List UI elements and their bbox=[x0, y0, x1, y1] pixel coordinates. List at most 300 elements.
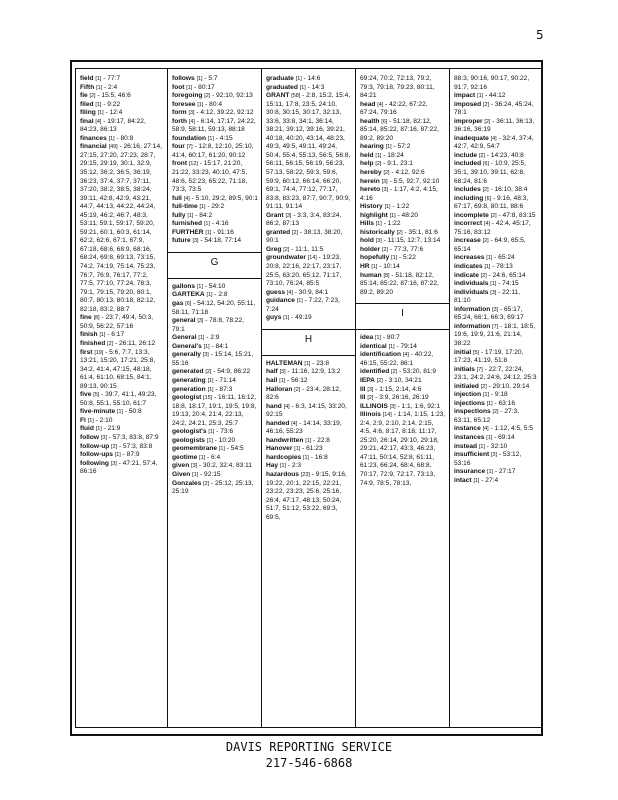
index-entry bbox=[360, 118, 446, 144]
occurrence-count: [1] bbox=[482, 392, 489, 399]
occurrence-count: [2] bbox=[294, 386, 301, 393]
index-entry bbox=[80, 92, 164, 101]
page-line-refs: - 2:9 bbox=[206, 334, 220, 342]
index-word: identification bbox=[360, 351, 402, 359]
index-entry bbox=[360, 237, 446, 246]
page-line-refs: - 23:4, 28:12, 82:6 bbox=[266, 385, 341, 402]
index-entry bbox=[360, 203, 446, 212]
index-word: Grant bbox=[266, 211, 284, 219]
index-entry bbox=[454, 289, 538, 306]
index-entry bbox=[266, 75, 352, 84]
index-entry bbox=[454, 118, 538, 135]
index-word: hazardous bbox=[266, 470, 299, 478]
index-word: finished bbox=[80, 339, 106, 347]
index-entry bbox=[454, 186, 538, 195]
occurrence-count: [1] bbox=[296, 298, 303, 305]
page-line-refs: - 30:9, 84:1 bbox=[294, 288, 329, 296]
page-line-refs: - 29:2 bbox=[207, 203, 225, 211]
index-word: final bbox=[80, 117, 94, 125]
page-line-refs: - 12:4 bbox=[105, 109, 123, 117]
page-line-refs: 88:3, 90:16, 90:17, 90:22, 91:7, 92:16 bbox=[454, 75, 530, 91]
page-line-refs: - 1:17, 4:2, 4:15, 4:16 bbox=[360, 186, 438, 202]
index-entry bbox=[266, 297, 352, 314]
index-word: holder bbox=[360, 245, 381, 253]
index-entry bbox=[172, 212, 258, 221]
page-line-refs: - 23:8 bbox=[312, 359, 330, 367]
occurrence-count: [3] bbox=[389, 403, 396, 410]
index-entry bbox=[454, 366, 538, 383]
index-entry bbox=[172, 368, 258, 377]
occurrence-count: [3] bbox=[279, 369, 286, 376]
occurrence-count: [2] bbox=[205, 369, 212, 376]
page-line-refs: - 26:16, 27:14, 27:15, 27:20, 27:23, 28:7, 29:15, 29:19, 30:1, 32:9, 35:12, 36:2, 36:5, 36:19, 36:23, 37:4, 37:7, 37:11, 37:20, 38:2, 38:5, 38:24, 39:11, 42:8, 42:9, 43:21, 44:7, 44:13, 44:22, 44:24, 45:19, 46:2, 46:7, 48:3, 53:11, 59:1, 59:17, 59:20, 59:21, 60:1, 60:3, 61:14, 62:2, 62:6, 67:1, 67:9, 67:18, 68:6, 68:9, 68:16, 68:24, 69:8, 69:13, 73:15, 74:2, 74:19, 75:14, 75:23, 76:7, 76:9, 76:17, 77:2, 77:5, 77:10, 77:24, 78:3, 79:1, 79:15, 79:20, 80:1, 80:7, 80:13, 80:18, 82:12, 82:18, 83:2, 88:7 bbox=[80, 143, 162, 313]
index-word: furnished bbox=[172, 220, 203, 228]
index-entry bbox=[454, 195, 538, 212]
index-entry bbox=[266, 84, 352, 93]
index-word: graduated bbox=[266, 83, 298, 91]
index-word: idea bbox=[360, 334, 374, 342]
index-entry bbox=[172, 203, 258, 212]
occurrence-count: [1] bbox=[283, 315, 290, 322]
index-entry bbox=[80, 408, 164, 417]
page-line-refs: - 4:12, 39:22, 92:12 bbox=[196, 109, 254, 117]
page-line-refs: - 10:14 bbox=[379, 263, 400, 271]
occurrence-count: [2] bbox=[482, 238, 489, 245]
index-word: finances bbox=[80, 134, 107, 142]
occurrence-count: [1] bbox=[196, 283, 203, 290]
index-word: General bbox=[172, 334, 197, 342]
page-line-refs: - 27:17 bbox=[494, 468, 516, 476]
index-word: geotime bbox=[172, 453, 198, 461]
index-column bbox=[261, 68, 356, 728]
occurrence-count: [1] bbox=[487, 469, 493, 476]
index-word: hold bbox=[360, 237, 374, 245]
page-line-refs: - 9:16, 48:3, 67:17, 69:8, 80:11, 88:6 bbox=[454, 194, 529, 211]
index-entry bbox=[266, 254, 352, 288]
page-line-refs: - 44:12 bbox=[484, 92, 506, 100]
index-entry bbox=[360, 368, 446, 377]
page-line-refs: - 3:9, 26:16, 26:19 bbox=[375, 394, 429, 402]
occurrence-count: [7] bbox=[476, 366, 483, 373]
index-word: included bbox=[454, 160, 482, 168]
index-word: first bbox=[80, 348, 93, 356]
index-entry bbox=[80, 109, 164, 118]
occurrence-count: [1] bbox=[375, 152, 382, 159]
page-line-refs: - 15:14, 15:21, 55:16 bbox=[172, 351, 254, 367]
index-entry bbox=[454, 400, 538, 409]
index-entry bbox=[454, 451, 538, 468]
index-entry bbox=[80, 340, 164, 349]
page-line-refs: - 4:12, 92:6 bbox=[391, 169, 425, 177]
occurrence-count: [2] bbox=[283, 246, 290, 253]
index-entry bbox=[454, 92, 538, 101]
index-word: Ill bbox=[360, 385, 366, 393]
index-word: generating bbox=[172, 376, 206, 384]
occurrence-count: [3] bbox=[367, 386, 374, 393]
page-number: 5 bbox=[536, 28, 544, 42]
page-line-refs: - 5:6, 7:7, 13:3, 13:21, 15:20, 17:21, 25:8, 34:2, 41:4, 47:15, 48:18, 61:4, 61:10, 68:15, 84:1, 89:13, 90:15 bbox=[80, 348, 156, 390]
index-entry bbox=[360, 254, 446, 263]
occurrence-count: [12] bbox=[188, 161, 198, 168]
index-entry bbox=[172, 92, 258, 101]
occurrence-count: [1] bbox=[114, 452, 121, 459]
occurrence-count: [2] bbox=[292, 229, 299, 236]
index-entry bbox=[80, 314, 164, 331]
index-entry bbox=[172, 437, 258, 446]
index-entry bbox=[454, 135, 538, 152]
page-line-refs: - 1:14, 1:15, 1:23, 2:4, 2:9, 2:10, 2:14, 2:15, 4:5, 4:6, 8:17, 8:18, 11:17, 25:20, 26:14, 29:10, 29:18, 29:21, 42:17, 43:3, 46:23, 47:11, 50:14, 52:8, 61:11, 61:23, 66:24, 68:4, 68:8, 70:17, 72:9, 72:17, 73:13, 74:9, 78:5, 78:13, bbox=[360, 411, 446, 487]
page-line-refs: - 27:3, 63:11, 65:12 bbox=[454, 408, 520, 424]
index-word: following bbox=[80, 459, 109, 467]
page-line-refs: - 18:1, 18:5, 19:6, 19:9, 21:6, 21:14, 38:22 bbox=[454, 322, 536, 347]
occurrence-count: [1] bbox=[205, 229, 212, 236]
index-entry bbox=[454, 408, 538, 425]
index-word: follow-ups bbox=[80, 451, 113, 459]
index-word: IEPA bbox=[360, 376, 375, 384]
index-word: hand bbox=[266, 402, 282, 410]
page-line-refs: - 61:23 bbox=[302, 445, 323, 453]
section-letter-heading: H bbox=[262, 329, 355, 356]
page-line-refs: - 19:23, 20:8, 22:16, 22:17, 23:17, 25:5, 63:20, 65:12, 71:17, 73:10, 76:24, 85:5 bbox=[266, 254, 342, 288]
page-line-refs: - 12:8, 12:10, 25:10, 41:4, 60:17, 61:20, 90:12 bbox=[172, 143, 254, 159]
page-line-refs: - 51:18, 82:12, 85:14, 85:22, 87:16, 87:22, 89:2, 89:20 bbox=[360, 271, 439, 296]
page-line-refs: - 6:4 bbox=[206, 453, 221, 461]
page-line-refs: - 22:11, 81:10 bbox=[454, 288, 521, 305]
index-entry bbox=[360, 351, 446, 368]
index-entry bbox=[454, 152, 538, 161]
index-entry bbox=[266, 454, 352, 463]
occurrence-count: [1] bbox=[388, 343, 395, 350]
occurrence-count: [19] bbox=[94, 349, 104, 356]
page-line-refs: - 5:22 bbox=[399, 254, 416, 262]
index-entry bbox=[454, 75, 538, 92]
index-entry bbox=[80, 425, 164, 434]
index-word: incorrect bbox=[454, 220, 483, 228]
page-line-refs: - 92:10, 92:13 bbox=[212, 92, 253, 100]
index-entry bbox=[454, 391, 538, 400]
occurrence-count: [1] bbox=[303, 454, 310, 461]
page-line-refs: - 53:12, 53:16 bbox=[454, 451, 522, 467]
page-line-refs: - 9:22 bbox=[103, 100, 121, 108]
index-entry bbox=[360, 212, 446, 221]
index-word: individuals bbox=[454, 288, 489, 296]
index-entry bbox=[454, 323, 538, 349]
index-word: instead bbox=[454, 442, 478, 450]
occurrence-count: [1] bbox=[473, 477, 480, 484]
occurrence-count: [1] bbox=[199, 454, 206, 461]
index-word: increases bbox=[454, 254, 485, 262]
index-word: hardcopies bbox=[266, 453, 302, 461]
index-word: handwritten bbox=[266, 436, 304, 444]
page-line-refs: - 15:17, 21:20, 21:22, 33:23, 40:10, 47:5, 48:6, 52:23, 65:22, 71:18, 73:3, 73:5 bbox=[172, 160, 248, 194]
page-line-refs: - 92:15 bbox=[200, 470, 221, 478]
index-entry bbox=[172, 101, 258, 110]
index-entry bbox=[360, 334, 446, 343]
index-entry bbox=[454, 383, 538, 392]
page-line-refs: - 51:18, 82:12, 85:14, 85:22, 87:16, 87:22, 89:2, 89:20 bbox=[360, 117, 439, 142]
index-entry bbox=[172, 220, 258, 229]
index-word: identified bbox=[360, 368, 390, 376]
index-entry bbox=[360, 143, 446, 152]
occurrence-count: [3] bbox=[492, 306, 499, 313]
index-word: follows bbox=[172, 75, 195, 82]
page-line-refs: - 1:12, 4:5, 5:5 bbox=[490, 425, 533, 433]
occurrence-count: [2] bbox=[382, 246, 388, 253]
index-word: initialed bbox=[454, 382, 479, 390]
index-word: foresee bbox=[172, 100, 196, 108]
occurrence-count: [23] bbox=[300, 471, 310, 478]
page-line-refs: - 10:20 bbox=[214, 436, 236, 444]
index-entry bbox=[172, 445, 258, 454]
index-entry bbox=[266, 229, 352, 246]
occurrence-count: [1] bbox=[196, 76, 203, 82]
index-word: Fl bbox=[80, 416, 86, 424]
page-line-refs: - 2:8, 15:2, 15:4, 15:11, 17:8, 23:5, 24:10, 30:8, 30:15, 30:17, 32:13, 33:6, 33:8, 34:1, 36:14, 38:21, 39:12, 39:16, 39:21, 40:18, 40:20, 43:14, 48:23, 49:3, 49:5, 49:11, 49:24, 50:4, 55:4, 55:13, 56:5, 56:8, 56:11, 56:15, 56:19, 56:23, 57:13, 58:22, 59:3, 59:6, 59:9, 60:12, 66:14, 66:20, 69:1, 74:4, 77:12, 77:17, 83:8, 83:23, 87:7, 90:7, 90:9, 91:11, 91:14 bbox=[266, 92, 351, 211]
index-entry bbox=[266, 212, 352, 229]
index-entry bbox=[360, 160, 446, 169]
occurrence-count: [4] bbox=[183, 195, 190, 202]
index-word: graduate bbox=[266, 75, 294, 82]
occurrence-count: [3] bbox=[285, 212, 292, 219]
index-entry bbox=[172, 75, 258, 84]
occurrence-count: [1] bbox=[117, 409, 124, 416]
page-line-refs: - 2:4 bbox=[103, 83, 118, 91]
index-entry bbox=[454, 160, 538, 186]
index-word: gas bbox=[172, 300, 184, 308]
index-entry bbox=[360, 101, 446, 118]
page-line-refs: - 80:8 bbox=[116, 134, 134, 142]
index-word: instances bbox=[454, 433, 485, 441]
occurrence-count: [7] bbox=[186, 144, 193, 151]
occurrence-count: [4] bbox=[95, 118, 102, 125]
index-word: impact bbox=[454, 92, 476, 100]
index-entry bbox=[172, 291, 258, 300]
index-entry bbox=[360, 169, 446, 178]
index-word: half bbox=[266, 368, 278, 376]
occurrence-count: [4] bbox=[484, 221, 491, 228]
index-entry bbox=[454, 212, 538, 221]
occurrence-count: [1] bbox=[389, 212, 396, 219]
occurrence-count: [1] bbox=[95, 101, 102, 108]
page-line-refs: - 9:18 bbox=[490, 391, 508, 399]
page-line-refs: - 9:15, 9:16, 19:22, 20:1, 22:15, 22:21, 23:22, 23:23, 25:6, 25:16, 26:4, 47:17, 48:13, 50:24, 51:7, 51:12, 53:22, 69:3, 69:5, bbox=[266, 470, 347, 521]
occurrence-count: [2] bbox=[203, 480, 210, 487]
page-line-refs: - 22:8 bbox=[313, 436, 330, 444]
index-entry bbox=[266, 420, 352, 437]
index-entry bbox=[80, 391, 164, 408]
occurrence-count: [1] bbox=[207, 135, 214, 142]
page-line-refs: - 36:24, 45:24, 78:1 bbox=[454, 100, 534, 117]
index-word: guidance bbox=[266, 297, 295, 305]
index-word: Greg bbox=[266, 245, 282, 253]
page-line-refs: - 23:7, 49:4, 50:3, 50:9, 56:22, 57:16 bbox=[80, 314, 154, 330]
index-entry bbox=[172, 109, 258, 118]
occurrence-count: [15] bbox=[203, 395, 213, 402]
occurrence-count: [2] bbox=[396, 229, 403, 236]
page-line-refs: - 14:3 bbox=[307, 83, 325, 91]
index-word: geologists bbox=[172, 436, 205, 444]
occurrence-count: [1] bbox=[187, 212, 194, 219]
index-entry bbox=[266, 377, 352, 386]
page-line-refs: - 54:5 bbox=[226, 445, 244, 453]
index-entry bbox=[80, 118, 164, 135]
occurrence-count: [2] bbox=[482, 101, 489, 108]
index-word: indicates bbox=[454, 263, 483, 271]
index-column bbox=[449, 68, 542, 728]
page-line-refs: - 40:22, 46:15, 55:22, 86:1 bbox=[360, 351, 434, 367]
page-line-refs: - 21:9 bbox=[103, 425, 121, 433]
page-line-refs: - 32:4, 37:4, 42:7, 42:9, 54:7 bbox=[454, 134, 534, 151]
page-line-refs: - 50:8 bbox=[124, 408, 142, 416]
occurrence-count: [8] bbox=[383, 272, 390, 279]
occurrence-count: [4] bbox=[490, 135, 497, 142]
index-word: improper bbox=[454, 117, 483, 125]
page-line-refs: - 16:8 bbox=[310, 453, 328, 461]
occurrence-count: [2] bbox=[482, 187, 489, 194]
occurrence-count: [1] bbox=[279, 463, 286, 470]
page-line-refs: - 42:4, 45:17, 75:16, 83:12 bbox=[454, 220, 531, 236]
index-word: hereby bbox=[360, 169, 382, 177]
index-word: Given bbox=[172, 470, 191, 478]
occurrence-count: [5] bbox=[93, 392, 100, 399]
index-entry bbox=[80, 434, 164, 443]
index-word: Hay bbox=[266, 462, 279, 470]
occurrence-count: [1] bbox=[385, 144, 392, 151]
index-entry bbox=[454, 425, 538, 434]
index-word: generation bbox=[172, 385, 206, 393]
occurrence-count: [1] bbox=[198, 335, 205, 342]
page-line-refs: - 54:10 bbox=[204, 282, 226, 290]
occurrence-count: [3] bbox=[382, 187, 388, 194]
index-word: highlight bbox=[360, 211, 388, 219]
index-word: historically bbox=[360, 228, 395, 236]
index-word: five bbox=[80, 391, 92, 399]
index-entry bbox=[454, 254, 538, 263]
page-line-refs: - 16:10, 38:4 bbox=[490, 186, 528, 194]
occurrence-count: [2] bbox=[89, 93, 96, 100]
index-entry bbox=[360, 178, 446, 187]
index-word: Hanover bbox=[266, 445, 293, 453]
page-line-refs: - 14:6 bbox=[303, 75, 321, 82]
index-word: foregoing bbox=[172, 92, 203, 100]
page-line-refs: - 15:5, 46:6 bbox=[97, 92, 131, 100]
index-entry bbox=[266, 403, 352, 420]
index-entry bbox=[454, 349, 538, 366]
occurrence-count: [4] bbox=[482, 426, 489, 433]
occurrence-count: [1] bbox=[206, 292, 213, 299]
page-line-refs: - 65:24 bbox=[494, 254, 515, 262]
index-entry bbox=[80, 75, 164, 84]
page-line-refs: - 91:16 bbox=[213, 228, 234, 236]
index-entry bbox=[172, 394, 258, 428]
page-line-refs: - 27:4 bbox=[481, 476, 499, 484]
index-entry bbox=[454, 280, 538, 289]
index-word: increase bbox=[454, 237, 481, 245]
page-line-refs: - 4:16 bbox=[211, 220, 229, 228]
index-entry bbox=[172, 428, 258, 437]
index-entry bbox=[360, 411, 446, 488]
page-line-refs: - 24:6, 65:14 bbox=[488, 271, 526, 279]
index-word: field bbox=[80, 75, 94, 82]
occurrence-count: [6] bbox=[185, 301, 192, 308]
occurrence-count: [1] bbox=[95, 426, 102, 433]
index-word: help bbox=[360, 160, 374, 168]
index-entry bbox=[172, 454, 258, 463]
occurrence-count: [2] bbox=[204, 93, 211, 100]
index-word: instance bbox=[454, 425, 481, 433]
occurrence-count: [1] bbox=[478, 443, 485, 450]
index-entry bbox=[172, 480, 258, 497]
occurrence-count: [3] bbox=[490, 289, 497, 296]
occurrence-count: [3] bbox=[188, 110, 195, 117]
page-line-refs: - 54:12, 54:20, 55:11, 58:11, 71:18 bbox=[172, 300, 256, 316]
index-word: geologist bbox=[172, 394, 202, 402]
index-entry bbox=[80, 135, 164, 144]
index-entry bbox=[360, 186, 446, 203]
index-word: head bbox=[360, 100, 376, 108]
occurrence-count: [1] bbox=[192, 471, 199, 478]
index-entry bbox=[172, 343, 258, 352]
page-line-refs: - 35:1, 81:6 bbox=[404, 228, 438, 236]
index-word: forth bbox=[172, 117, 188, 125]
index-word: fully bbox=[172, 211, 186, 219]
index-entry bbox=[360, 246, 446, 255]
page-line-refs: - 29:10, 29:14 bbox=[488, 382, 530, 390]
page-line-refs: - 87:9 bbox=[122, 451, 140, 459]
page-line-refs: - 5:10, 29:2, 89:5, 90:1 bbox=[191, 194, 258, 202]
page-line-refs: - 17:19, 17:20, 17:23, 41:19, 51:8 bbox=[454, 348, 524, 365]
index-word: Ill bbox=[360, 394, 366, 402]
occurrence-count: [2] bbox=[484, 118, 491, 125]
page-line-refs: - 11:15, 12:7, 13:14 bbox=[383, 237, 441, 245]
index-word: herein bbox=[360, 177, 380, 185]
page-line-refs: - 14:23, 40:8 bbox=[486, 151, 524, 159]
page-line-refs: - 63:16 bbox=[494, 399, 515, 407]
page-line-refs: - 80:4 bbox=[205, 100, 223, 108]
index-entry bbox=[80, 451, 164, 460]
index-word: information bbox=[454, 305, 491, 313]
occurrence-count: [2] bbox=[376, 377, 383, 384]
index-word: indicate bbox=[454, 271, 479, 279]
page-line-refs: - 80:17 bbox=[194, 83, 215, 91]
page-line-refs: - 57:2 bbox=[393, 143, 411, 151]
occurrence-count: [4] bbox=[283, 403, 290, 410]
index-word: groundwater bbox=[266, 254, 306, 262]
index-word: identical bbox=[360, 342, 387, 350]
occurrence-count: [2] bbox=[492, 409, 499, 416]
page-line-refs: - 1:15, 2:14, 4:6 bbox=[375, 385, 422, 393]
index-word: injections bbox=[454, 399, 485, 407]
index-entry bbox=[172, 462, 258, 471]
index-entry bbox=[80, 443, 164, 452]
page-line-refs: - 57:3, 83:8, 87:9 bbox=[108, 433, 159, 441]
occurrence-count: [1] bbox=[206, 437, 213, 444]
section-letter-heading: G bbox=[168, 252, 261, 279]
occurrence-count: [6] bbox=[482, 161, 489, 168]
index-word: foot bbox=[172, 83, 185, 91]
index-word: fie bbox=[80, 92, 88, 100]
index-word: front bbox=[172, 160, 188, 168]
index-entry bbox=[172, 300, 258, 317]
index-entry bbox=[172, 143, 258, 160]
page-line-refs: - 65:17, 65:24, 66:1, 66:3, 69:17 bbox=[454, 305, 524, 322]
page-line-refs: - 79:14 bbox=[396, 342, 417, 350]
index-word: individuals bbox=[454, 280, 489, 288]
index-entry bbox=[172, 195, 258, 204]
page-line-refs: - 18:24 bbox=[383, 151, 404, 159]
occurrence-count: [1] bbox=[203, 221, 210, 228]
index-word: filed bbox=[80, 100, 94, 108]
